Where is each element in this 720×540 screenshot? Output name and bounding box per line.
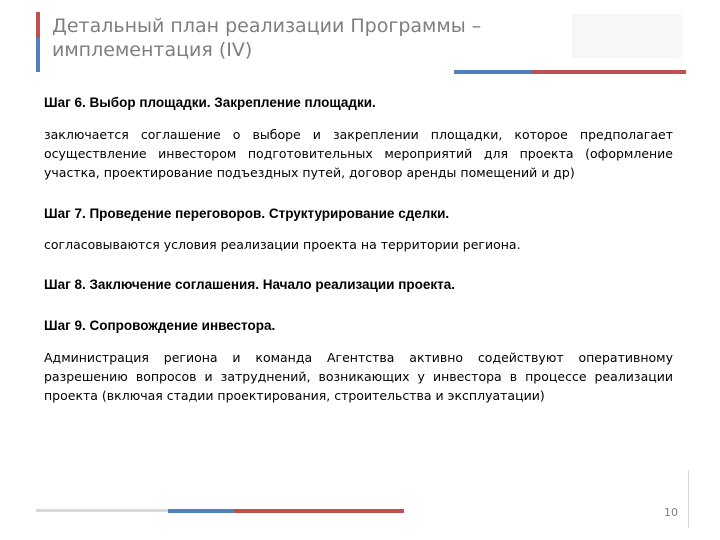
slide-title-line-2: имплементация (IV) [52, 39, 253, 61]
slide-body [44, 94, 673, 405]
step-8-heading: Шаг 8. Заключение соглашения. Начало реализации проекта. [44, 277, 455, 292]
title-accent-red [36, 12, 40, 38]
footer-rule-grey [36, 509, 168, 512]
step-7-text: согласовываются условия реализации проекта на территории региона. [44, 237, 521, 252]
step-7-heading: Шаг 7. Проведение переговоров. Структурирование сделки. [44, 206, 450, 221]
corner-decoration [572, 14, 682, 58]
header-rule-red [532, 70, 686, 74]
step-9-heading: Шаг 9. Сопровождение инвестора. [44, 318, 276, 333]
footer-rule-red [234, 509, 404, 513]
slide-title-line-1: Детальный план реализации Программы – [52, 15, 482, 37]
header-rule-blue [454, 70, 532, 74]
title-accent-blue [36, 38, 40, 72]
step-9-text: Администрация региона и команда Агентства активно содействуют оперативному разрешению вопросов и затруднений, возникающих у инвестора в процессе реализации проекта (включая стадии проектирования, строительства и эксплуатации) [44, 350, 673, 403]
slide-title [52, 14, 552, 62]
step-6-text: заключается соглашение о выборе и закреплении площадки, которое предполагает осуществление инвестором подготовительных мероприятий для проекта (оформление участка, проектирование подъездных путей, договор аренды помещений и др) [44, 127, 673, 180]
step-6-heading: Шаг 6. Выбор площадки. Закрепление площадки. [44, 95, 376, 110]
footer-rule-blue [168, 509, 234, 513]
footer-divider [688, 470, 689, 528]
page-number: 10 [664, 506, 678, 519]
